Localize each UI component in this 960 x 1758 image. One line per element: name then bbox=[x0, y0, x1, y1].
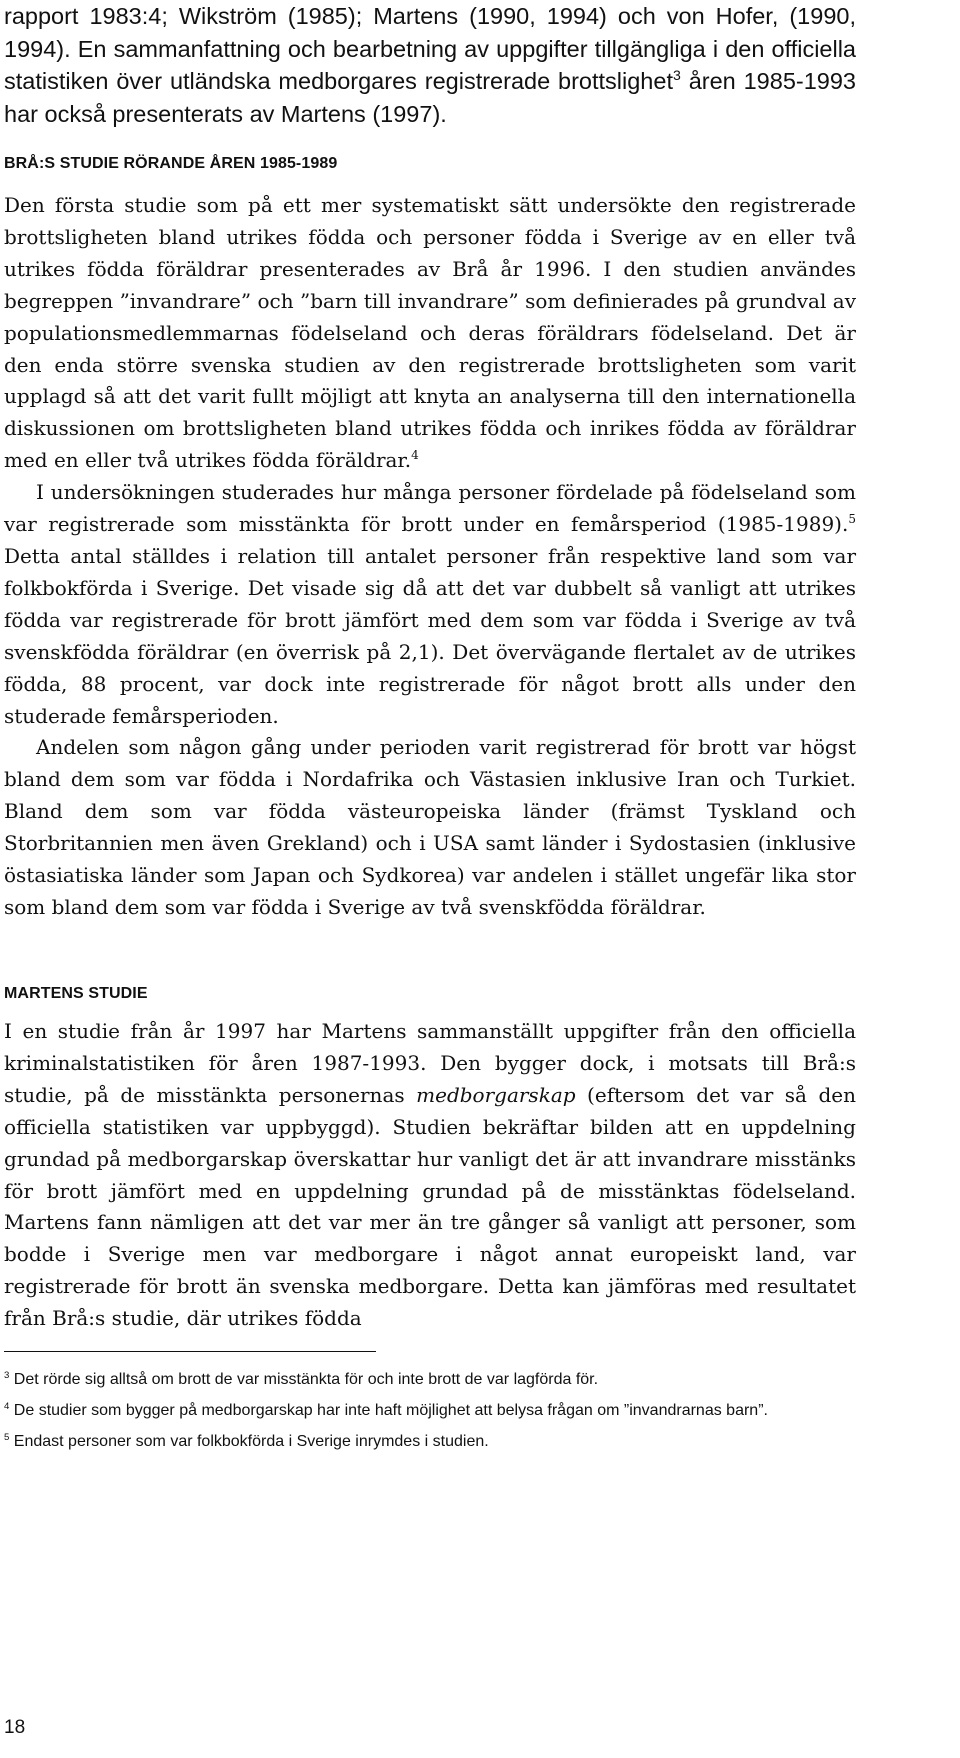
body-paragraph-2 bbox=[4, 477, 856, 732]
section-martens-body bbox=[4, 1016, 856, 1335]
footnote-ref-3: 3 bbox=[672, 67, 681, 84]
intro-paragraph bbox=[4, 0, 856, 130]
paragraph-text-cont: (eftersom det var så den officiella statistiken var uppbyggd). Studien bekräftar bilden att en uppdelning grundad på medborgarskap överskattar hur vanligt det är att invandrare misstänks för brott jämfört med en uppdelning grundad på de misstänktas födelseland. Martens fann nämligen att det var mer än tre gånger så vanligt att personer, som bodde i Sverige men var medborgare i något annat europeiskt land, var registrerade för brott än svenska medborgare. Detta kan jämföras med resultatet från Brå:s studie, där utrikes födda bbox=[4, 1082, 856, 1331]
footnote-number: 3 bbox=[4, 1369, 10, 1381]
footnote-text: Endast personer som var folkbokförda i Sverige inrymdes i studien. bbox=[9, 1433, 489, 1450]
body-paragraph-3: Andelen som någon gång under perioden varit registrerad för brott var högst bland dem som var födda i Nordafrika och Västasien inklusive Iran och Turkiet. Bland dem som var födda västeuropeiska länder (främst Tyskland och Storbritannien men även Grekland) och i USA samt länder i Sydostasien (inklusive östasiatiska länder som Japan och Sydkorea) var andelen i stället ungefär lika stor som bland dem som var födda i Sverige av två svenskfödda föräldrar. bbox=[4, 735, 856, 919]
section-bra-body bbox=[4, 190, 856, 924]
footnote-5 bbox=[4, 1430, 856, 1453]
paragraph-text: Den första studie som på ett mer systematiskt sätt undersökte den registrerade brottsligheten bland utrikes födda och personer födda i Sverige av en eller två utrikes födda föräldrar presenterades av Brå år 1996. I den studien användes begreppen ”invandrare” och ”barn till invandrare” som definierades på grundval av populationsmedlemmarnas födelseland och deras föräldrars födelseland. Det är den enda större svenska studien av den registrerade brottsligheten som varit upplagd så att det varit fullt möjligt att knyta an analyserna till den internationella diskussionen om brottsligheten bland utrikes födda och inrikes födda av föräldrar med en eller två utrikes födda föräldrar. bbox=[4, 193, 856, 473]
section-heading-martens-study: MARTENS STUDIE bbox=[4, 985, 148, 1002]
body-paragraph-4 bbox=[4, 1016, 856, 1335]
page-number: 18 bbox=[4, 1717, 26, 1738]
body-paragraph-1 bbox=[4, 190, 856, 477]
footnote-ref-5: 5 bbox=[848, 512, 856, 527]
footnote-number: 4 bbox=[4, 1400, 10, 1412]
footnote-3 bbox=[4, 1368, 856, 1391]
footnotes bbox=[4, 1368, 856, 1461]
intro-text: rapport 1983:4; Wikström (1985); Martens (1990, 1994) och von Hofer, (1990, 1994). En sammanfattning och bearbetning av uppgifter tillgängliga i den officiella statistiken över utländska medborgares registrerade brottslighet bbox=[4, 3, 856, 95]
paragraph-text-cont: Detta antal ställdes i relation till antalet personer från respektive land som var folkbokförda i Sverige. Det visade sig då att det var dubbelt så vanligt att utrikes födda var registrerade för brott jämfört med dem som var födda i Sverige av två svenskfödda föräldrar (en överrisk på 2,1). Det övervägande flertalet av de utrikes födda, 88 procent, var dock inte registrerade för något brott alls under den studerade femårsperioden. bbox=[4, 543, 856, 728]
footnote-text: Det rörde sig alltså om brott de var misstänkta för och inte brott de var lagförda för. bbox=[9, 1371, 599, 1388]
footnote-text: De studier som bygger på medborgarskap har inte haft möjlighet att belysa frågan om ”invandrarnas barn”. bbox=[9, 1402, 768, 1419]
emphasis-medborgarskap: medborgarskap bbox=[416, 1082, 576, 1107]
section-heading-bra-study: BRÅ:S STUDIE RÖRANDE ÅREN 1985-1989 bbox=[4, 155, 338, 172]
paragraph-text: I en studie från år 1997 har Martens sammanställt uppgifter från den officiella kriminalstatistiken för åren 1987-1993. Den bygger dock, i motsats till Brå:s studie, på de misstänkta personernas bbox=[4, 1019, 856, 1107]
paragraph-text: I undersökningen studerades hur många personer fördelade på födelseland som var registrerade som misstänkta för brott under en femårsperiod (1985-1989). bbox=[4, 480, 856, 537]
intro-text-end: åren 1985-1993 har också presenterats av Martens (1997). bbox=[4, 68, 856, 127]
footnote-number: 5 bbox=[4, 1431, 10, 1443]
footnote-4 bbox=[4, 1399, 856, 1422]
footnote-divider bbox=[4, 1351, 376, 1352]
footnote-ref-4: 4 bbox=[411, 448, 419, 463]
